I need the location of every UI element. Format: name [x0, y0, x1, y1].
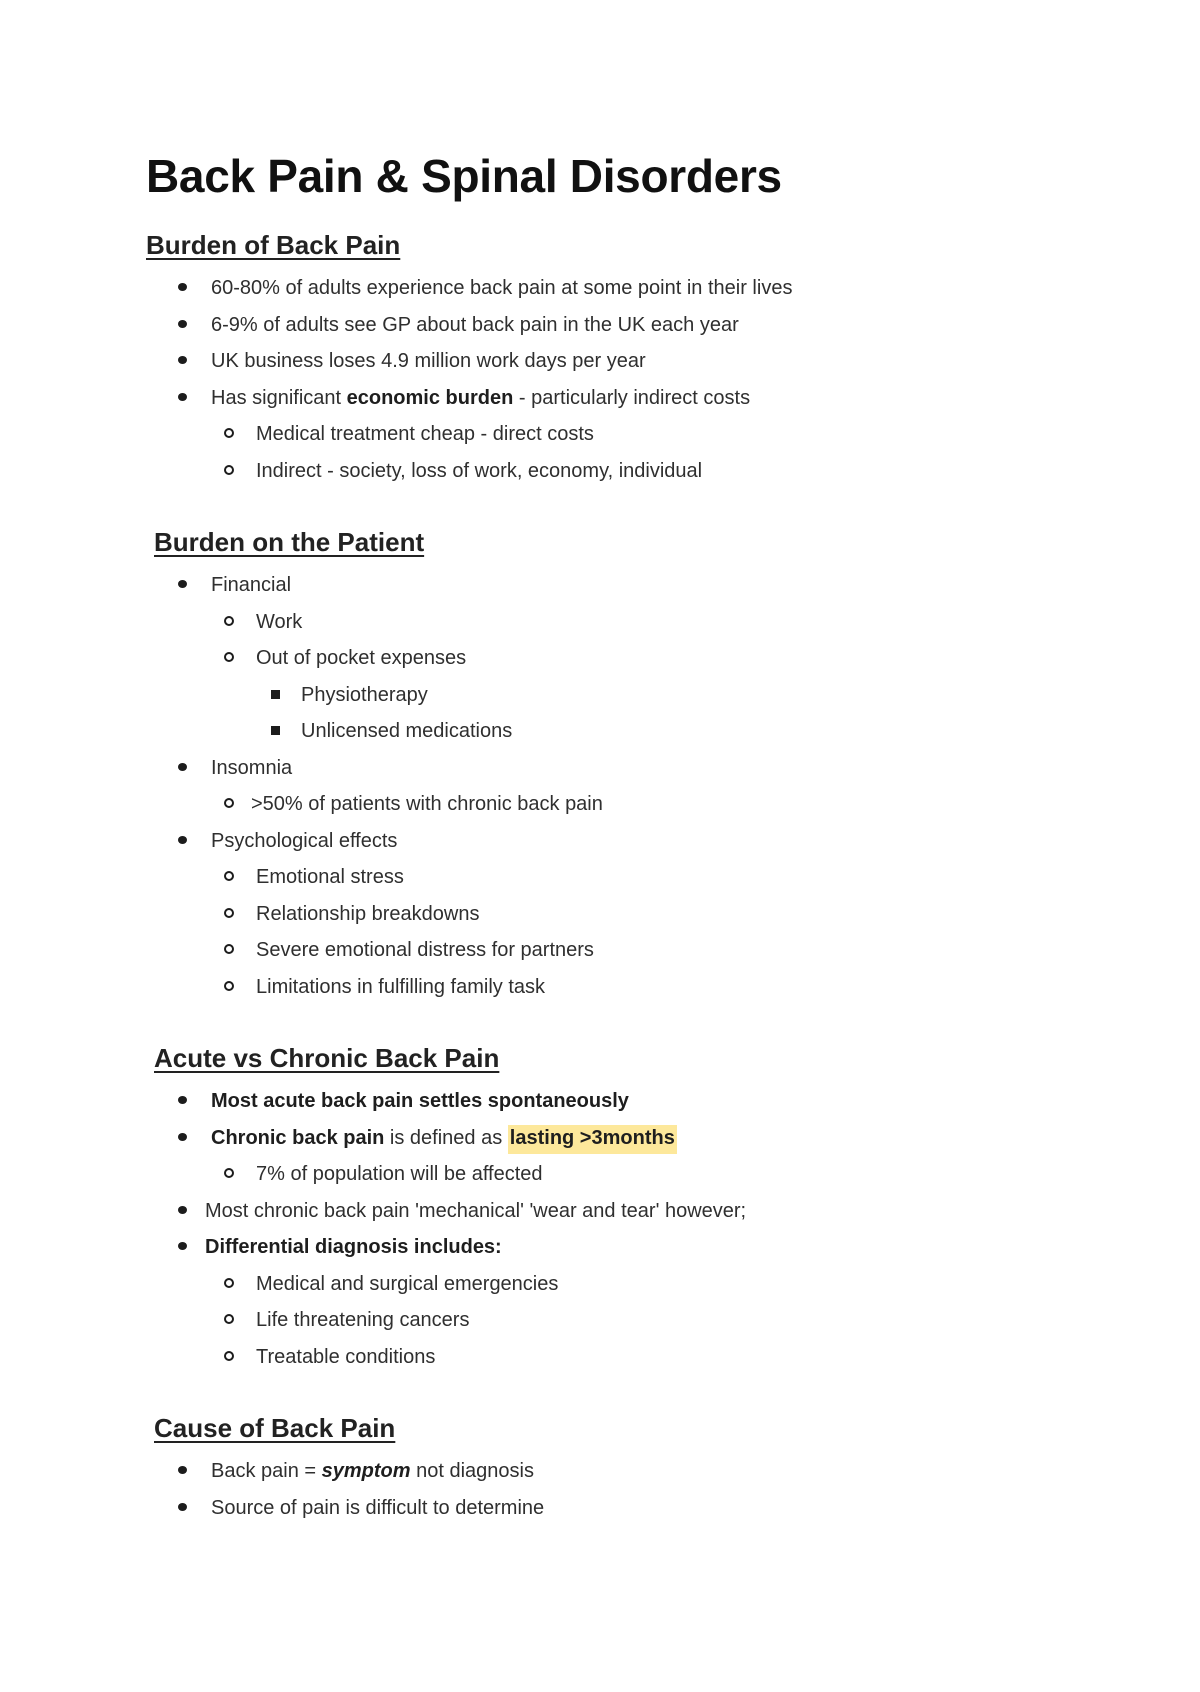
- section-heading-acute-vs-chronic: Acute vs Chronic Back Pain: [154, 1043, 500, 1073]
- list-item: 6-9% of adults see GP about back pain in the UK each year: [146, 307, 1106, 344]
- list-item: Severe emotional distress for partners: [146, 932, 1106, 969]
- list-item: Differential diagnosis includes:: [146, 1229, 1106, 1266]
- document-page: [146, 148, 1106, 1526]
- list-item: Medical treatment cheap - direct costs: [146, 416, 1106, 453]
- section-list-burden-of-back-pain: [146, 270, 1106, 489]
- list-item: Back pain = symptom not diagnosis: [146, 1453, 1106, 1490]
- list-item: Physiotherapy: [146, 677, 1106, 714]
- section-list-cause-of-back-pain: [146, 1453, 1106, 1526]
- list-item: Most acute back pain settles spontaneously: [146, 1083, 1106, 1120]
- list-item: Chronic back pain is defined as lasting >3months: [146, 1120, 1106, 1157]
- list-item: >50% of patients with chronic back pain: [146, 786, 1106, 823]
- list-item: 60-80% of adults experience back pain at some point in their lives: [146, 270, 1106, 307]
- list-item: Treatable conditions: [146, 1339, 1106, 1376]
- list-item: Medical and surgical emergencies: [146, 1266, 1106, 1303]
- list-item: Psychological effects: [146, 823, 1106, 860]
- section-heading-burden-of-back-pain: Burden of Back Pain: [146, 230, 401, 260]
- section-heading-cause-of-back-pain: Cause of Back Pain: [154, 1413, 396, 1443]
- page-title: Back Pain & Spinal Disorders: [146, 150, 782, 202]
- section-list-acute-vs-chronic: [146, 1083, 1106, 1375]
- list-item: Work: [146, 604, 1106, 641]
- list-item: UK business loses 4.9 million work days per year: [146, 343, 1106, 380]
- section-list-burden-on-the-patient: [146, 567, 1106, 1005]
- list-item: Source of pain is difficult to determine: [146, 1490, 1106, 1527]
- highlighted-text: lasting >3months: [508, 1125, 677, 1154]
- list-item: Most chronic back pain 'mechanical' 'wear and tear' however;: [146, 1193, 1106, 1230]
- list-item: Out of pocket expenses: [146, 640, 1106, 677]
- list-item: Relationship breakdowns: [146, 896, 1106, 933]
- list-item: 7% of population will be affected: [146, 1156, 1106, 1193]
- list-item: Insomnia: [146, 750, 1106, 787]
- list-item: Emotional stress: [146, 859, 1106, 896]
- list-item: Indirect - society, loss of work, economy, individual: [146, 453, 1106, 490]
- list-item: Limitations in fulfilling family task: [146, 969, 1106, 1006]
- list-item: Financial: [146, 567, 1106, 604]
- list-item: Unlicensed medications: [146, 713, 1106, 750]
- list-item: Has significant economic burden - particularly indirect costs: [146, 380, 1106, 417]
- list-item: Life threatening cancers: [146, 1302, 1106, 1339]
- section-heading-burden-on-the-patient: Burden on the Patient: [154, 527, 425, 557]
